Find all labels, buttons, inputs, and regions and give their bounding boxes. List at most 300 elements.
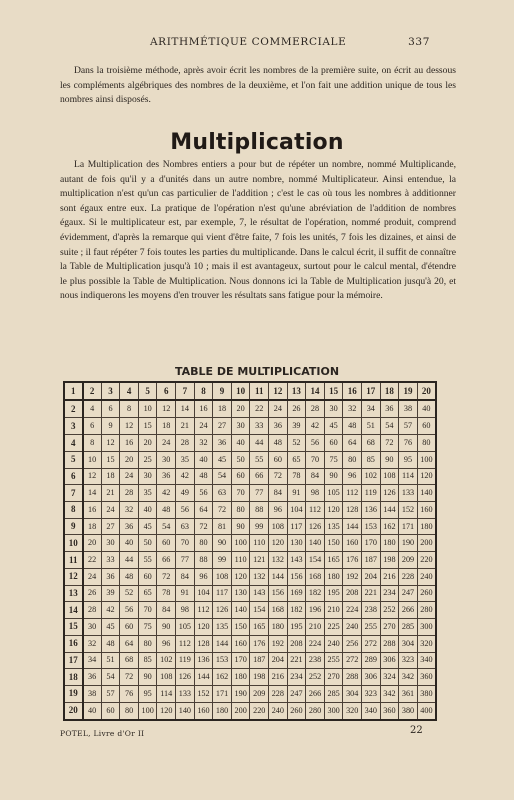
table-cell: 306: [362, 669, 381, 686]
table-cell: 18: [101, 468, 120, 485]
table-cell: 136: [194, 652, 213, 669]
table-cell: 16: [343, 382, 362, 400]
table-cell: 225: [324, 619, 343, 636]
table-cell: 18: [83, 518, 102, 535]
table-cell: 135: [213, 619, 232, 636]
table-cell: 8: [120, 400, 139, 418]
table-cell: 324: [380, 669, 399, 686]
table-cell: 196: [306, 602, 325, 619]
table-cell: 100: [231, 535, 250, 552]
table-cell: 165: [250, 619, 269, 636]
table-cell: 14: [176, 400, 195, 418]
table-cell: 96: [194, 568, 213, 585]
table-cell: 7: [64, 485, 83, 502]
table-cell: 306: [380, 652, 399, 669]
table-cell: 45: [138, 518, 157, 535]
table-cell: 117: [287, 518, 306, 535]
table-cell: 136: [362, 502, 381, 519]
table-cell: 56: [120, 602, 139, 619]
table-cell: 140: [417, 485, 436, 502]
table-cell: 96: [157, 635, 176, 652]
table-cell: 72: [157, 568, 176, 585]
table-cell: 6: [64, 468, 83, 485]
table-cell: 8: [194, 382, 213, 400]
table-cell: 45: [101, 619, 120, 636]
table-cell: 180: [324, 568, 343, 585]
table-cell: 20: [83, 535, 102, 552]
table-cell: 234: [380, 585, 399, 602]
table-cell: 152: [194, 685, 213, 702]
table-cell: 4: [64, 435, 83, 452]
table-cell: 300: [324, 702, 343, 720]
table-cell: 24: [101, 502, 120, 519]
table-cell: 190: [399, 535, 418, 552]
table-cell: 20: [417, 382, 436, 400]
table-cell: 133: [176, 685, 195, 702]
table-cell: 19: [399, 382, 418, 400]
table-row: [64, 485, 436, 502]
table-cell: 260: [287, 702, 306, 720]
table-cell: 95: [138, 685, 157, 702]
table-cell: 40: [138, 502, 157, 519]
table-cell: 84: [306, 468, 325, 485]
table-cell: 152: [399, 502, 418, 519]
table-cell: 180: [380, 535, 399, 552]
section-title: Multiplication: [170, 130, 344, 155]
table-cell: 120: [269, 535, 288, 552]
table-cell: 64: [194, 502, 213, 519]
table-cell: 30: [101, 535, 120, 552]
table-cell: 4: [83, 400, 102, 418]
table-cell: 380: [399, 702, 418, 720]
table-cell: 55: [138, 552, 157, 569]
table-cell: 156: [269, 585, 288, 602]
table-cell: 64: [343, 435, 362, 452]
table-cell: 51: [101, 652, 120, 669]
table-cell: 18: [213, 400, 232, 418]
table-cell: 24: [157, 435, 176, 452]
table-cell: 78: [157, 585, 176, 602]
table-cell: 266: [399, 602, 418, 619]
table-cell: 36: [157, 468, 176, 485]
table-cell: 15: [101, 451, 120, 468]
table-cell: 80: [231, 502, 250, 519]
table-cell: 54: [157, 518, 176, 535]
table-cell: 21: [101, 485, 120, 502]
table-cell: 60: [120, 619, 139, 636]
table-cell: 33: [101, 552, 120, 569]
table-cell: 34: [83, 652, 102, 669]
table-cell: 156: [287, 568, 306, 585]
table-cell: 266: [306, 685, 325, 702]
table-cell: 360: [417, 669, 436, 686]
table-row: [64, 382, 436, 400]
table-cell: 14: [306, 382, 325, 400]
table-cell: 34: [362, 400, 381, 418]
table-cell: 100: [417, 451, 436, 468]
table-cell: 5: [64, 451, 83, 468]
table-cell: 85: [138, 652, 157, 669]
table-cell: 160: [417, 502, 436, 519]
table-cell: 180: [417, 518, 436, 535]
table-row: [64, 502, 436, 519]
table-cell: 130: [231, 585, 250, 602]
table-cell: 220: [417, 552, 436, 569]
table-cell: 10: [138, 400, 157, 418]
table-cell: 198: [250, 669, 269, 686]
table-cell: 119: [362, 485, 381, 502]
table-cell: 9: [64, 518, 83, 535]
table-cell: 240: [417, 568, 436, 585]
table-cell: 63: [176, 518, 195, 535]
table-cell: 80: [343, 451, 362, 468]
table-cell: 13: [64, 585, 83, 602]
table-cell: 100: [138, 702, 157, 720]
table-cell: 54: [213, 468, 232, 485]
table-cell: 78: [287, 468, 306, 485]
table-cell: 6: [83, 418, 102, 435]
table-cell: 32: [83, 635, 102, 652]
table-cell: 98: [306, 485, 325, 502]
table-row: [64, 702, 436, 720]
table-cell: 120: [194, 619, 213, 636]
table-cell: 252: [380, 602, 399, 619]
table-cell: 144: [269, 568, 288, 585]
table-cell: 144: [343, 518, 362, 535]
table-cell: 170: [231, 652, 250, 669]
table-cell: 182: [287, 602, 306, 619]
table-cell: 48: [101, 635, 120, 652]
table-cell: 160: [231, 635, 250, 652]
table-cell: 16: [120, 435, 139, 452]
table-cell: 30: [138, 468, 157, 485]
table-cell: 323: [362, 685, 381, 702]
table-cell: 171: [213, 685, 232, 702]
table-cell: 180: [213, 702, 232, 720]
table-cell: 112: [343, 485, 362, 502]
table-cell: 340: [362, 702, 381, 720]
table-cell: 132: [250, 568, 269, 585]
table-cell: 300: [417, 619, 436, 636]
table-row: [64, 585, 436, 602]
table-cell: 12: [83, 468, 102, 485]
table-cell: 108: [380, 468, 399, 485]
table-cell: 133: [399, 485, 418, 502]
table-cell: 110: [231, 552, 250, 569]
table-cell: 26: [83, 585, 102, 602]
table-cell: 24: [120, 468, 139, 485]
table-cell: 208: [287, 635, 306, 652]
table-cell: 54: [101, 669, 120, 686]
table-cell: 304: [343, 685, 362, 702]
table-cell: 80: [194, 535, 213, 552]
table-title: TABLE DE MULTIPLICATION: [174, 365, 340, 378]
table-cell: 42: [306, 418, 325, 435]
table-cell: 35: [176, 451, 195, 468]
table-cell: 50: [138, 535, 157, 552]
table-cell: 104: [287, 502, 306, 519]
table-cell: 117: [213, 585, 232, 602]
table-cell: 36: [101, 568, 120, 585]
table-cell: 128: [194, 635, 213, 652]
table-cell: 240: [324, 635, 343, 652]
table-cell: 190: [231, 685, 250, 702]
footer-signature-number: 22: [410, 725, 423, 736]
table-cell: 140: [306, 535, 325, 552]
table-cell: 44: [120, 552, 139, 569]
table-cell: 80: [417, 435, 436, 452]
table-cell: 40: [120, 535, 139, 552]
table-cell: 204: [362, 568, 381, 585]
table-cell: 270: [380, 619, 399, 636]
table-cell: 360: [380, 702, 399, 720]
table-cell: 144: [213, 635, 232, 652]
table-cell: 48: [194, 468, 213, 485]
table-cell: 68: [362, 435, 381, 452]
table-cell: 280: [417, 602, 436, 619]
table-cell: 22: [250, 400, 269, 418]
table-cell: 70: [306, 451, 325, 468]
table-cell: 104: [194, 585, 213, 602]
table-cell: 320: [343, 702, 362, 720]
table-cell: 17: [64, 652, 83, 669]
table-cell: 272: [343, 652, 362, 669]
table-cell: 70: [138, 602, 157, 619]
table-cell: 88: [250, 502, 269, 519]
table-cell: 72: [194, 518, 213, 535]
table-cell: 160: [343, 535, 362, 552]
table-cell: 56: [306, 435, 325, 452]
table-cell: 323: [399, 652, 418, 669]
table-cell: 90: [138, 669, 157, 686]
table-cell: 56: [176, 502, 195, 519]
table-cell: 40: [83, 702, 102, 720]
table-cell: 198: [380, 552, 399, 569]
table-cell: 25: [138, 451, 157, 468]
table-cell: 48: [157, 502, 176, 519]
table-row: [64, 418, 436, 435]
table-cell: 6: [101, 400, 120, 418]
table-cell: 24: [194, 418, 213, 435]
table-cell: 80: [120, 702, 139, 720]
table-cell: 32: [343, 400, 362, 418]
table-row: [64, 535, 436, 552]
table-row: [64, 435, 436, 452]
table-cell: 13: [287, 382, 306, 400]
table-cell: 42: [176, 468, 195, 485]
table-cell: 216: [380, 568, 399, 585]
table-cell: 126: [176, 669, 195, 686]
table-cell: 195: [324, 585, 343, 602]
table-cell: 380: [417, 685, 436, 702]
table-cell: 39: [101, 585, 120, 602]
table-cell: 120: [324, 502, 343, 519]
table-cell: 180: [231, 669, 250, 686]
table-cell: 165: [324, 552, 343, 569]
table-cell: 240: [343, 619, 362, 636]
table-cell: 96: [343, 468, 362, 485]
table-cell: 182: [306, 585, 325, 602]
table-cell: 84: [269, 485, 288, 502]
table-cell: 288: [343, 669, 362, 686]
table-cell: 192: [269, 635, 288, 652]
table-cell: 238: [306, 652, 325, 669]
table-cell: 18: [64, 669, 83, 686]
table-cell: 126: [213, 602, 232, 619]
table-cell: 200: [231, 702, 250, 720]
table-cell: 1: [64, 382, 83, 400]
table-cell: 40: [231, 435, 250, 452]
table-cell: 27: [101, 518, 120, 535]
table-cell: 170: [362, 535, 381, 552]
table-cell: 14: [83, 485, 102, 502]
table-cell: 10: [83, 451, 102, 468]
table-cell: 112: [176, 635, 195, 652]
table-cell: 49: [176, 485, 195, 502]
table-cell: 140: [176, 702, 195, 720]
table-cell: 256: [343, 635, 362, 652]
table-cell: 11: [64, 552, 83, 569]
table-cell: 120: [417, 468, 436, 485]
running-title: ARITHMÉTIQUE COMMERCIALE: [150, 36, 347, 48]
table-cell: 105: [324, 485, 343, 502]
table-cell: 88: [194, 552, 213, 569]
table-cell: 57: [399, 418, 418, 435]
table-cell: 176: [250, 635, 269, 652]
table-cell: 150: [324, 535, 343, 552]
table-cell: 120: [157, 702, 176, 720]
table-cell: 130: [287, 535, 306, 552]
table-cell: 85: [362, 451, 381, 468]
table-cell: 90: [231, 518, 250, 535]
table-cell: 153: [362, 518, 381, 535]
table-cell: 33: [250, 418, 269, 435]
table-cell: 210: [306, 619, 325, 636]
table-cell: 30: [83, 619, 102, 636]
table-cell: 153: [213, 652, 232, 669]
table-cell: 30: [231, 418, 250, 435]
table-cell: 15: [138, 418, 157, 435]
table-cell: 81: [213, 518, 232, 535]
table-cell: 144: [380, 502, 399, 519]
table-cell: 91: [176, 585, 195, 602]
table-cell: 216: [269, 669, 288, 686]
table-cell: 200: [417, 535, 436, 552]
table-cell: 400: [417, 702, 436, 720]
table-cell: 70: [176, 535, 195, 552]
table-cell: 140: [231, 602, 250, 619]
table-cell: 208: [343, 585, 362, 602]
table-cell: 54: [380, 418, 399, 435]
table-cell: 10: [231, 382, 250, 400]
table-cell: 24: [269, 400, 288, 418]
table-cell: 187: [362, 552, 381, 569]
table-cell: 3: [64, 418, 83, 435]
table-cell: 135: [324, 518, 343, 535]
table-cell: 60: [417, 418, 436, 435]
table-cell: 102: [362, 468, 381, 485]
table-cell: 280: [306, 702, 325, 720]
table-cell: 108: [157, 669, 176, 686]
table-cell: 75: [324, 451, 343, 468]
table-cell: 36: [269, 418, 288, 435]
table-cell: 171: [399, 518, 418, 535]
table-cell: 342: [399, 669, 418, 686]
table-cell: 48: [269, 435, 288, 452]
table-cell: 56: [194, 485, 213, 502]
table-cell: 120: [231, 568, 250, 585]
table-cell: 20: [120, 451, 139, 468]
table-cell: 65: [138, 585, 157, 602]
table-cell: 108: [269, 518, 288, 535]
table-cell: 16: [194, 400, 213, 418]
table-cell: 60: [269, 451, 288, 468]
table-cell: 162: [213, 669, 232, 686]
table-cell: 45: [213, 451, 232, 468]
table-cell: 112: [306, 502, 325, 519]
table-cell: 180: [269, 619, 288, 636]
table-cell: 272: [362, 635, 381, 652]
table-cell: 98: [176, 602, 195, 619]
table-cell: 17: [362, 382, 381, 400]
table-cell: 102: [157, 652, 176, 669]
table-cell: 68: [120, 652, 139, 669]
table-cell: 52: [120, 585, 139, 602]
table-cell: 252: [306, 669, 325, 686]
table-cell: 132: [269, 552, 288, 569]
table-cell: 48: [120, 568, 139, 585]
table-cell: 66: [157, 552, 176, 569]
table-row: [64, 685, 436, 702]
table-cell: 40: [194, 451, 213, 468]
table-cell: 90: [324, 468, 343, 485]
table-row: [64, 635, 436, 652]
table-cell: 221: [287, 652, 306, 669]
table-cell: 95: [399, 451, 418, 468]
table-cell: 60: [101, 702, 120, 720]
table-cell: 77: [250, 485, 269, 502]
table-cell: 6: [157, 382, 176, 400]
table-cell: 168: [269, 602, 288, 619]
table-cell: 91: [287, 485, 306, 502]
table-cell: 143: [250, 585, 269, 602]
table-cell: 285: [324, 685, 343, 702]
table-cell: 12: [101, 435, 120, 452]
table-cell: 285: [399, 619, 418, 636]
table-cell: 19: [64, 685, 83, 702]
table-cell: 221: [362, 585, 381, 602]
table-cell: 60: [324, 435, 343, 452]
table-cell: 64: [120, 635, 139, 652]
table-cell: 128: [343, 502, 362, 519]
table-cell: 5: [138, 382, 157, 400]
table-cell: 126: [306, 518, 325, 535]
table-cell: 36: [83, 669, 102, 686]
table-cell: 119: [176, 652, 195, 669]
table-cell: 3: [101, 382, 120, 400]
table-cell: 50: [231, 451, 250, 468]
table-cell: 70: [231, 485, 250, 502]
table-cell: 255: [324, 652, 343, 669]
table-cell: 14: [64, 602, 83, 619]
table-cell: 36: [120, 518, 139, 535]
table-cell: 220: [250, 702, 269, 720]
table-cell: 55: [250, 451, 269, 468]
table-cell: 38: [399, 400, 418, 418]
table-cell: 84: [157, 602, 176, 619]
table-cell: 176: [343, 552, 362, 569]
table-cell: 72: [269, 468, 288, 485]
